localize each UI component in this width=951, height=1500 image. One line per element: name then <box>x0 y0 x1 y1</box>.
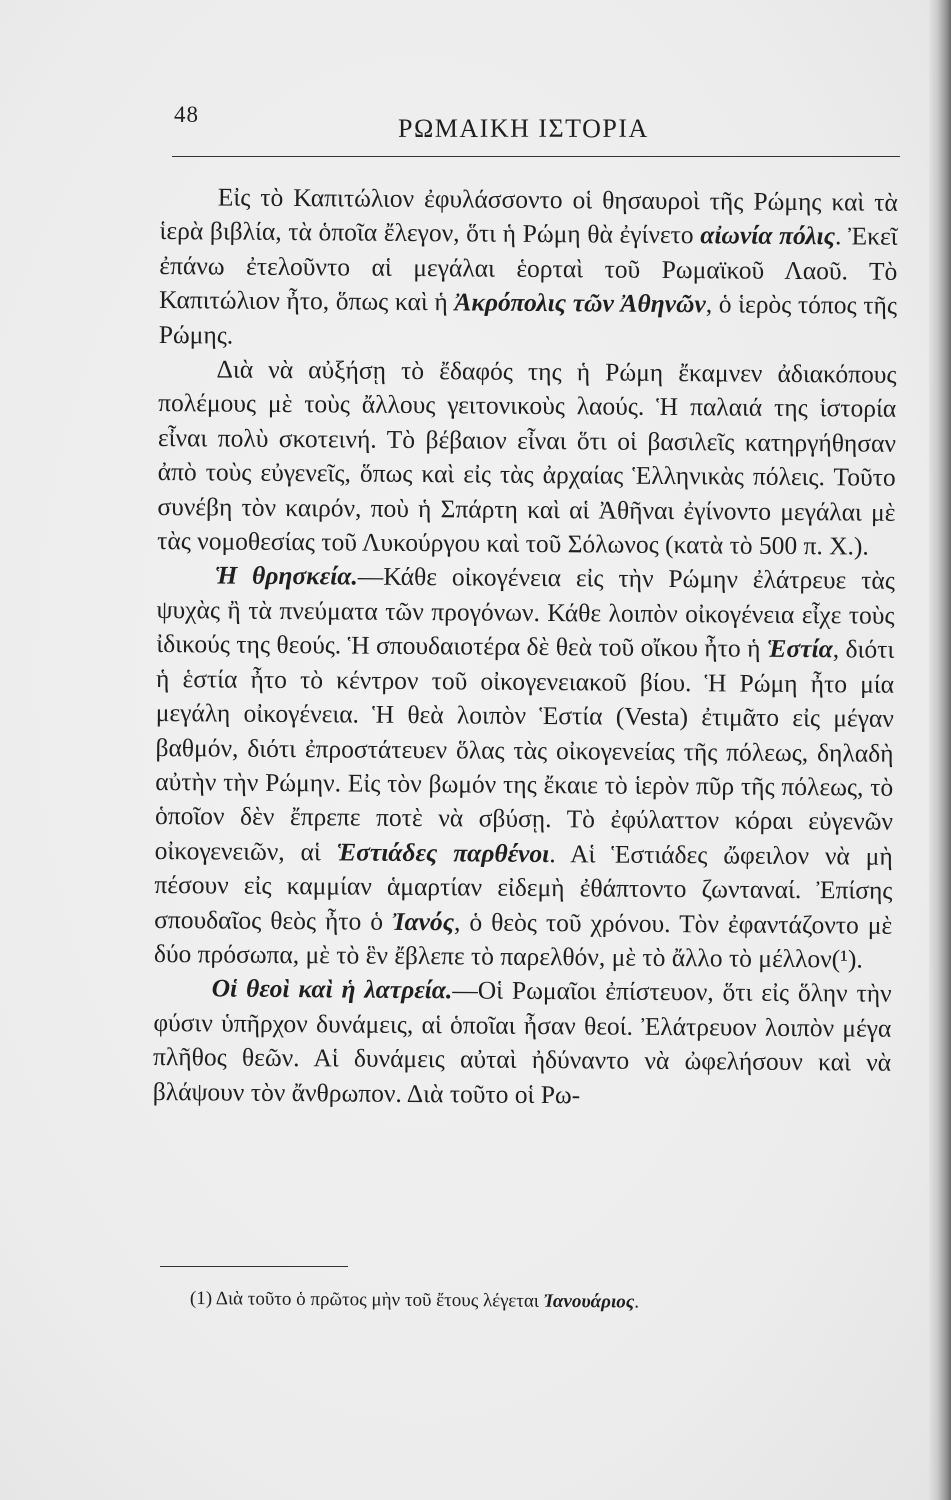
term-hestia: Ἑστία <box>766 634 833 664</box>
footnote-marker: (1) <box>189 1288 213 1310</box>
footnote <box>190 1287 890 1316</box>
paragraph-wars <box>157 352 897 564</box>
term-january: Ἰανουάριος <box>543 1290 635 1313</box>
text-run: . Αἱ Ἑστιάδες ὤφειλον νὰ μὴ πέσουν εἰς καμμίαν ἁμαρτίαν εἰδεμὴ ἐθάπτοντο ζωνταναί. Ἐπίσης σπουδαῖος θεὸς ἦτο ὁ <box>154 838 893 936</box>
footnote-divider <box>160 1266 348 1267</box>
text-run: Διὰ νὰ αὐξήσῃ τὸ ἔδαφός της ἡ Ρώμη ἔκαμνεν ἀδιακόπους πολέμους μὲ τοὺς ἄλλους γειτονικοὺς λαούς. Ἡ παλαιά της ἱστορία εἶναι πολὺ σκοτεινή. Τὸ βέβαιον εἶναι ὅτι οἱ βασιλεῖς κατηργήθησαν ἀπὸ τοὺς εὐγενεῖς, ὅπως καὶ εἰς τὰς ἀρχαίας Ἑλληνικὰς πόλεις. Τοῦτο συνέβη τὸν καιρόν, ποὺ ἡ Σπάρτη καὶ αἱ Ἀθῆναι ἐγίνοντο μεγάλαι μὲ τὰς νομοθεσίας τοῦ Λυκούργου καὶ τοῦ Σόλωνος (κατὰ τὸ 500 π. Χ.). <box>157 354 897 561</box>
paragraph-religion <box>154 558 895 977</box>
paragraph-gods-worship <box>153 971 892 1114</box>
text-run: , διότι ἡ ἑστία ἦτο τὸ κέντρον τοῦ οἰκογενειακοῦ βίου. Ἡ Ρώμη ἦτο μία μεγάλη οἰκογένεια. Ἡ θεὰ λοιπὸν Ἑστία (Vesta) ἐτιμᾶτο εἰς μέγαν βαθμόν, διότι ἐπροστάτευεν ὅλας τὰς οἰκογενείας τῆς πόλεως, δηλαδὴ αὐτὴν τὴν Ρώμην. Εἰς τὸν βωμόν της ἔκαιε τὸ ἱερὸν πῦρ τῆς πόλεως, τὸ ὁποῖον δὲν ἔπρεπε ποτὲ νὰ σβύσῃ. Τὸ ἐφύλαττον κόραι εὐγενῶν οἰκογενειῶν, αἱ <box>154 634 895 867</box>
text-run: , ὁ θεὸς τοῦ χρόνου. Τὸν ἐφαντάζοντο μὲ δύο πρόσωπα, μὲ τὸ ἓν ἔβλεπε τὸ παρελθόν, μὲ τὸ ἄλλο τὸ μέλλον <box>153 906 893 974</box>
text-run: Εἰς τὸ Καπιτώλιον ἐφυλάσσοντο οἱ θησαυροὶ τῆς Ρώμης καὶ τὰ ἱερὰ βιβλία, τὰ ὁποῖα ἔλεγον, ὅτι ἡ Ρώμη θὰ ἐγίνετο <box>159 182 898 250</box>
body-text <box>153 180 898 1115</box>
footnote-text: Διὰ τοῦτο ὁ πρῶτος μὴν τοῦ ἔτους λέγεται <box>211 1288 544 1312</box>
term-vestal-virgins: Ἑστιάδες παρθένοι <box>336 837 550 868</box>
text-run: . Ἐκεῖ ἐπάνω ἐτελοῦντο αἱ μεγάλαι ἑορταὶ τοῦ Ρωμαϊκοῦ Λαοῦ. Τὸ Καπιτώλιον ἦτο, ὅπως καὶ ἡ <box>158 221 898 317</box>
paragraph-capitol <box>159 180 898 358</box>
running-title: ΡΩΜΑΙΚΗ ΙΣΤΟΡΙΑ <box>398 114 649 143</box>
text-run: , ὁ ἱερὸς τόπος τῆς Ρώμης. <box>158 289 898 350</box>
text-run: —Οἱ Ρωμαῖοι ἐπίστευον, ὅτι εἰς ὅλην τὴν φύσιν ὑπῆρχον δυνάμεις, αἱ ὁποῖαι ἦσαν θεοί. Ἐλάτρευον λοιπὸν μέγα πλῆθος θεῶν. Αἱ δυνάμεις αὐταὶ ἠδύναντο νὰ ὠφελήσουν καὶ νὰ βλάψουν τὸν ἄνθρωπον. Διὰ τοῦτο οἱ Ρω- <box>152 975 892 1109</box>
footnote-reference[interactable]: (¹) <box>831 944 857 974</box>
term-janus: Ἰανός <box>391 906 455 936</box>
term-eternal-city: αἰωνία πόλις <box>700 220 836 251</box>
book-spine-shadow <box>929 0 951 1500</box>
text-run: . <box>856 944 863 974</box>
section-heading-religion: Ἡ θρησκεία. <box>214 560 358 592</box>
footnote-end: . <box>634 1291 640 1313</box>
section-heading-gods: Οἱ θεοὶ καὶ ἡ λατρεία. <box>211 973 453 1005</box>
page-number: 48 <box>174 102 199 127</box>
term-acropolis: Ἀκρόπολις τῶν Ἀθηνῶν <box>454 287 706 319</box>
page-header <box>172 100 900 157</box>
text-run: —Κάθε οἰκογένεια εἰς τὴν Ρώμην ἐλάτρευε τὰς ψυχὰς ἢ τὰ πνεύματα τῶν προγόνων. Κάθε λοιπὸν οἰκογένεια εἶχε τοὺς ἰδικούς της θεούς. Ἡ σπουδαιοτέρα δὲ θεὰ τοῦ οἴκου ἦτο ἡ <box>156 562 895 664</box>
